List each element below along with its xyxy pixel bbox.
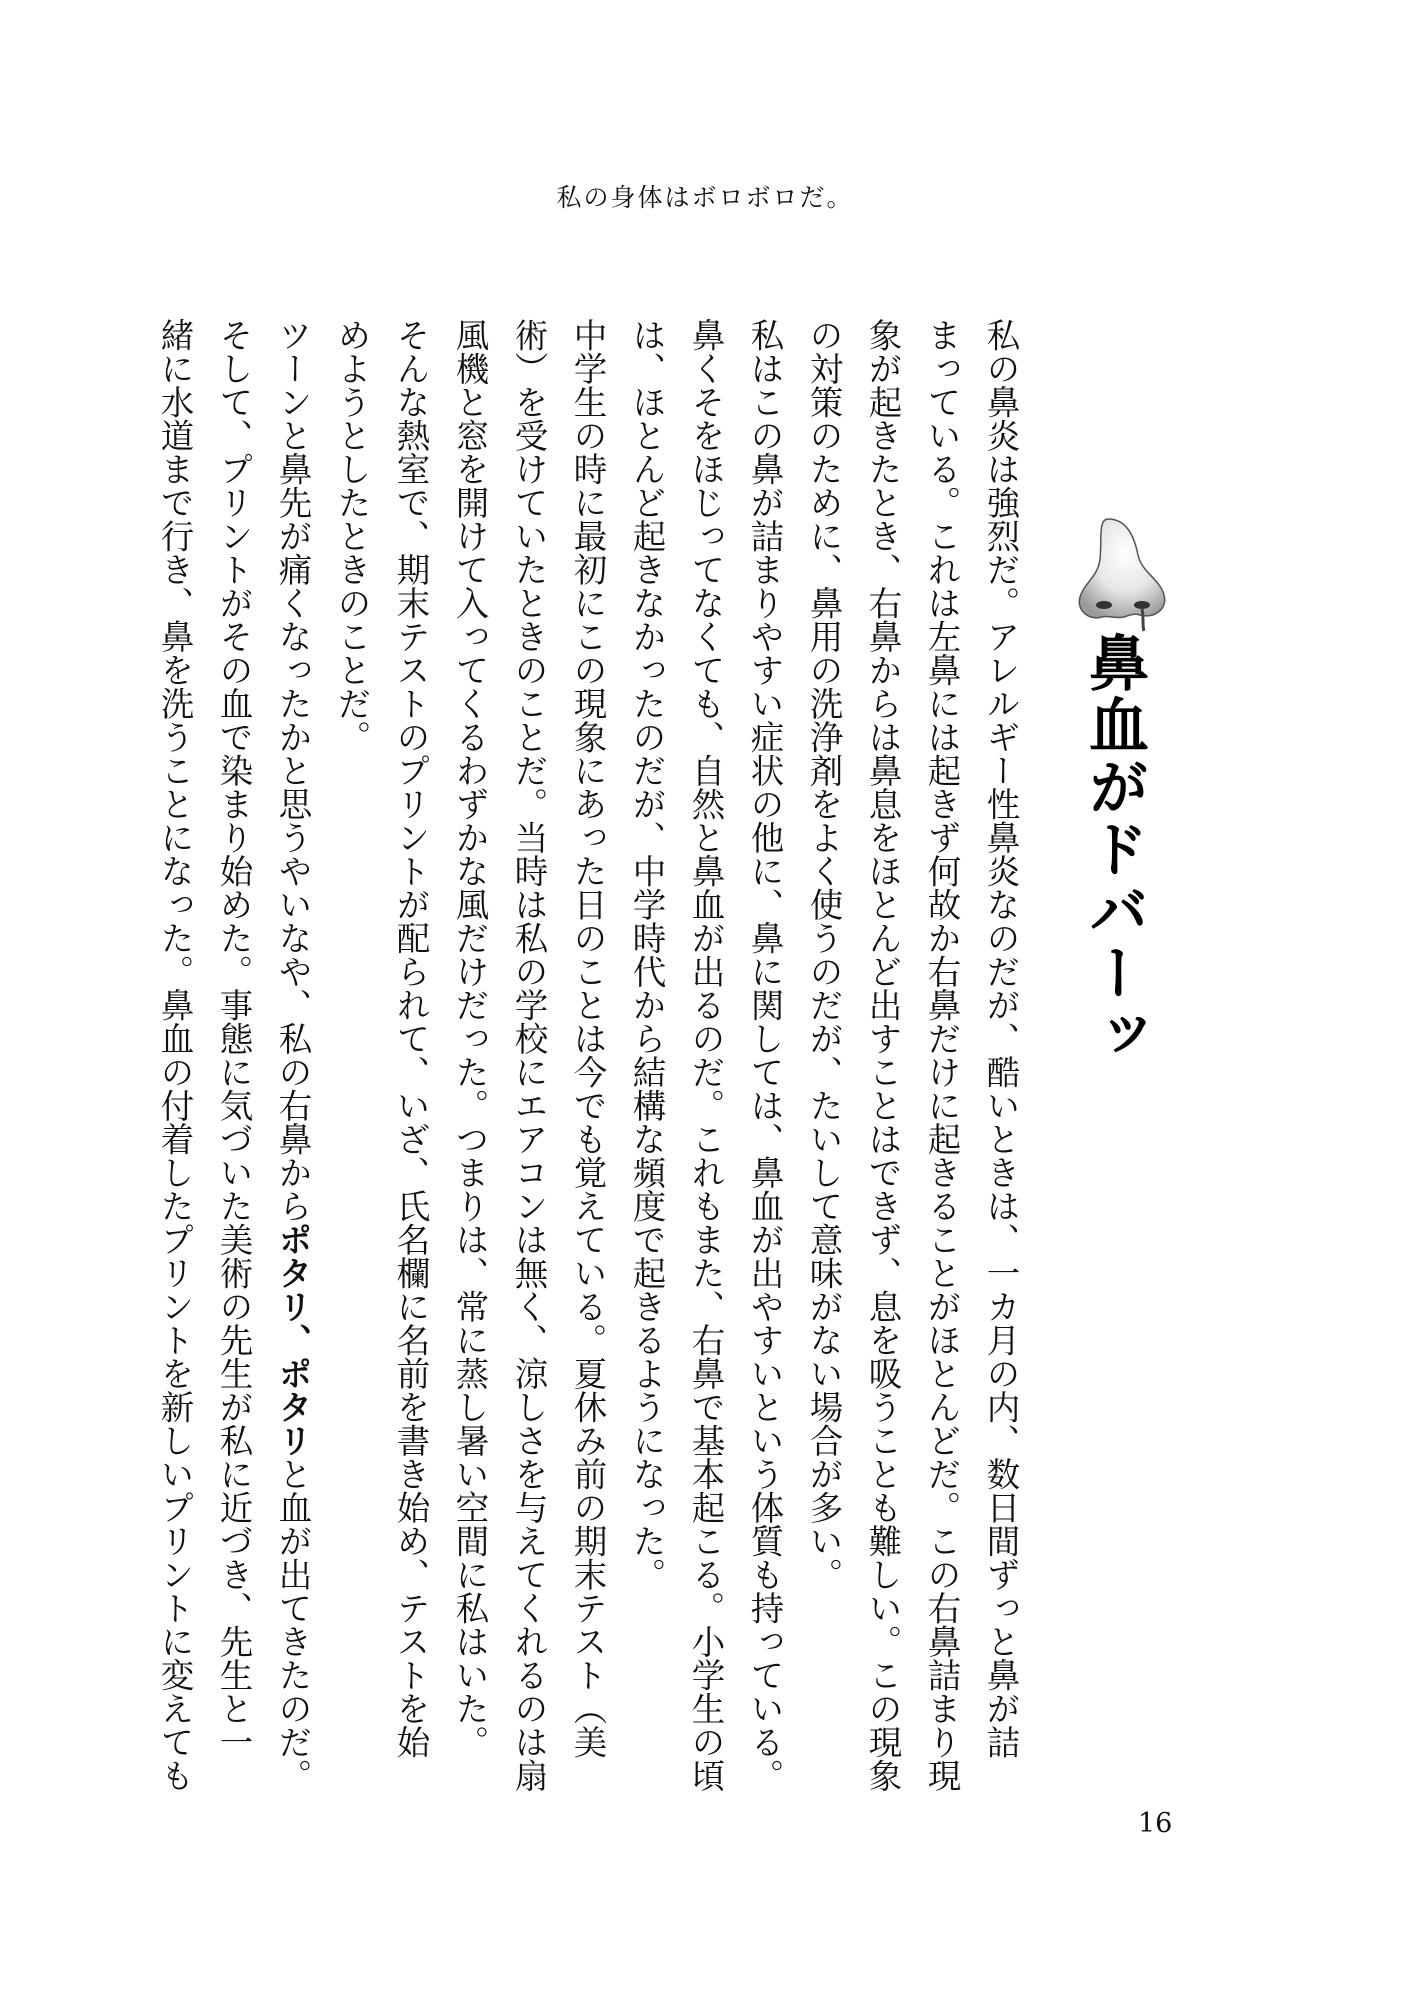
- text-segment: と血が出てきたのだ。: [273, 1457, 312, 1792]
- text-line: 中学生の時に最初にこの現象にあった日のことは今でも覚えている。夏休み前の期末テスト（美: [568, 318, 607, 1759]
- text-line: 象が起きたとき、右鼻からは鼻息をほとんど出すことはできず、息を吸うことも難しい。この現象: [863, 318, 902, 1792]
- text-line: そして、プリントがその血で染まり始めた。事態に気づいた美術の先生が私に近づき、先生と一: [214, 318, 253, 1759]
- text-segment: ツーンと鼻先が痛くなったかと思うやいなや、私の右鼻から: [273, 318, 312, 1223]
- text-line: めようとしたときのことだ。: [332, 318, 371, 754]
- text-line: 私の鼻炎は強烈だ。アレルギー性鼻炎なのだが、酷いときは、一カ月の内、数日間ずっと鼻が詰: [981, 318, 1020, 1759]
- text-line: 術）を受けていたときのことだ。当時は私の学校にエアコンは無く、涼しさを与えてくれるのは扇: [509, 318, 548, 1792]
- emphasis-text: ポタリ、ポタリ: [273, 1222, 312, 1457]
- text-line: そんな熱室で、期末テストのプリントが配られて、いざ、氏名欄に名前を書き始め、テストを始: [391, 318, 430, 1759]
- text-line: 緒に水道まで行き、鼻を洗うことになった。鼻血の付着したプリントを新しいプリントに変えても: [155, 318, 194, 1792]
- text-line: 風機と窓を開けて入ってくるわずかな風だけだった。つまりは、常に蒸し暑い空間に私はいた。: [450, 318, 489, 1759]
- page-number: 16: [1138, 1808, 1173, 1839]
- text-line: 私はこの鼻が詰まりやすい症状の他に、鼻に関しては、鼻血が出やすいという体質も持っている。: [745, 318, 784, 1792]
- running-title: 私の身体はボロボロだ。: [556, 183, 854, 212]
- body-text: [145, 318, 1030, 1792]
- chapter-title: 鼻血がドバーッ: [1079, 632, 1149, 1066]
- text-line: 鼻くそをほじってなくても、自然と鼻血が出るのだ。これもまた、右鼻で基本起こる。小学生の頃: [686, 318, 725, 1792]
- text-line: まっている。これは左鼻には起きず何故か右鼻だけに起きることがほとんどだ。この右鼻詰まり現: [922, 318, 961, 1792]
- text-line: の対策のために、鼻用の洗浄剤をよく使うのだが、たいして意味がない場合が多い。: [804, 318, 843, 1591]
- nose-illustration: [1068, 515, 1178, 633]
- text-line: は、ほとんど起きなかったのだが、中学時代から結構な頻度で起きるようになった。: [627, 318, 666, 1591]
- text-line: [263, 318, 322, 1792]
